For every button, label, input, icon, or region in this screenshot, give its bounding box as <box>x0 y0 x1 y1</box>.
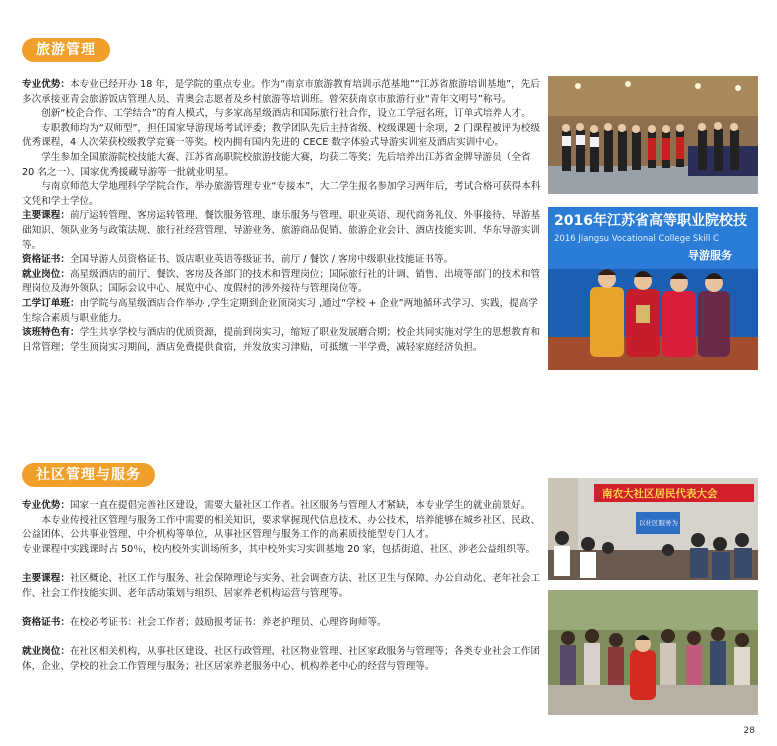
community-jobs: 就业岗位：在社区相关机构，从事社区建设、社区行政管理、社区物业管理、社区家政服务与管理等；各类专业社会工作团体，企业、学校的社会工作管理与服务；社区居家养老服务中心、机构养老中心的经营与管理等。 <box>22 645 541 672</box>
tourism-jobs: 就业岗位：高星级酒店的前厅、餐饮、客房及各部门的技术和管理岗位；国际旅行社的计调、销售、出境等部门的技术和管理岗位及海外领队；国际会议中心、展览中心、度假村的涉外接待与管理岗位等。 <box>22 268 541 295</box>
community-certificates: 资格证书：在校必考证书：社会工作者；鼓励报考证书：养老护理员、心理咨询师等。 <box>22 616 387 628</box>
community-advantage: 专业优势：国家一直在提倡完善社区建设，需要大量社区工作者。社区服务与管理人才紧缺，本专业学生的就业前景好。 <box>22 500 531 511</box>
tourism-para3: 专职教师均为“双师型”，担任国家导游现场考试评委；教学团队先后主持省级、校级课题十余项，2 门课程被评为校级优秀课程，4 人次荣获校级教学竞赛一等奖。校内拥有国内先进的 CECE 数字体验式导游实训室及酒店实训中心。 <box>22 122 540 149</box>
tourism-certificates: 资格证书：全国导游人员资格证书、饭店职业英语等级证书、前厅 / 餐饮 / 客房中级职业技能证书等。 <box>22 254 454 266</box>
tourism-photo-ceremony <box>548 76 758 194</box>
community-courses: 主要课程：社区概论、社区工作与服务、社会保障理论与实务、社会调查方法、社区卫生与保障、办公自动化、老年社会工作、社会工作技能实训、老年活动策划与组织、居家养老机构运营与管理等。 <box>22 572 541 599</box>
tourism-courses: 主要课程：前厅运转管理、客房运转管理、餐饮服务管理、康乐服务与管理、职业英语、现代商务礼仪、外事接待、导游基础知识、领队业务与政策法规、旅行社经营管理、导游业务、旅游商品促销、旅游企业会计、酒店技能实训、华东导游实训等。 <box>22 210 541 251</box>
meeting-banner: 南农大社区居民代表大会 <box>602 488 718 500</box>
community-photo-meeting <box>548 478 758 580</box>
tourism-para5: 与南京师范大学地理科学学院合作，举办旅游管理专业“专接本”，大二学生报名参加学习两年后，考试合格可获得本科文凭和学士学位。 <box>22 181 541 207</box>
section-title-tourism: 旅游管理 <box>22 38 110 62</box>
award-banner-cn: 2016年江苏省高等职业院校技 <box>554 213 747 229</box>
page-number: 28 <box>743 726 755 736</box>
community-para3: 专业课程中实践课时占 50％，校内校外实训场所多，其中校外实习实训基地 20 家，包括街道、社区、涉老公益组织等。 <box>22 543 536 555</box>
award-banner-en: 2016 Jiangsu Vocational College Skill C <box>554 234 719 244</box>
tourism-body <box>22 78 544 355</box>
tourism-features: 该班特色有：学生共享学校与酒店的优质资源，提前到岗实习，缩短了职业发展磨合期；校企共同实施对学生的思想教育和日常管理；学生顶岗实习期间，酒店免费提供食宿，并发放实习津贴，可抵缴一半学费，减轻家庭经济负担。 <box>22 327 541 353</box>
tourism-para4: 学生参加全国旅游院校技能大赛、江苏省高职院校旅游技能大赛，均获二等奖；先后培养出江苏省金牌导游员（全省 20 名之一）、国家优秀援藏导游等一批就业明星。 <box>22 151 531 178</box>
tourism-advantage: 专业优势：本专业已经开办 18 年，是学院的重点专业。作为“南京市旅游教育培训示范基地”“江苏省旅游培训基地”，先后多次承接亚青会旅游饭店管理人员、青奥会志愿者及乡村旅游等培训班。曾荣获南京市旅游行业“青年文明号”称号。 <box>22 79 540 105</box>
community-photo-elderly <box>548 590 758 715</box>
meeting-board-text: 以社区服务为 <box>639 519 678 527</box>
tourism-order-class: 工学订单班：由学院与高星级酒店合作举办 ,学生定期到企业顶岗实习 ,通过“学校 + 企业”两地循环式学习、实践，提高学生综合素质与职业能力。 <box>22 297 538 324</box>
award-banner-cn2: 导游服务 <box>688 249 732 262</box>
community-para2: 本专业传授社区管理与服务工作中需要的相关知识，要求掌握现代信息技术、办公技术，培养能够在城乡社区、民政、公益团体、公共事业管理、中介机构等单位，从事社区管理与服务工作的高素质技能型专门人才。 <box>22 514 541 541</box>
tourism-para2: 创新“校企合作、工学结合”的育人模式，与多家高星级酒店和国际旅行社合作，设立工学冠名班，订单式培养人才。 <box>41 108 531 120</box>
community-body <box>22 499 544 674</box>
section-title-community: 社区管理与服务 <box>22 463 155 487</box>
tourism-photo-award <box>548 207 758 370</box>
